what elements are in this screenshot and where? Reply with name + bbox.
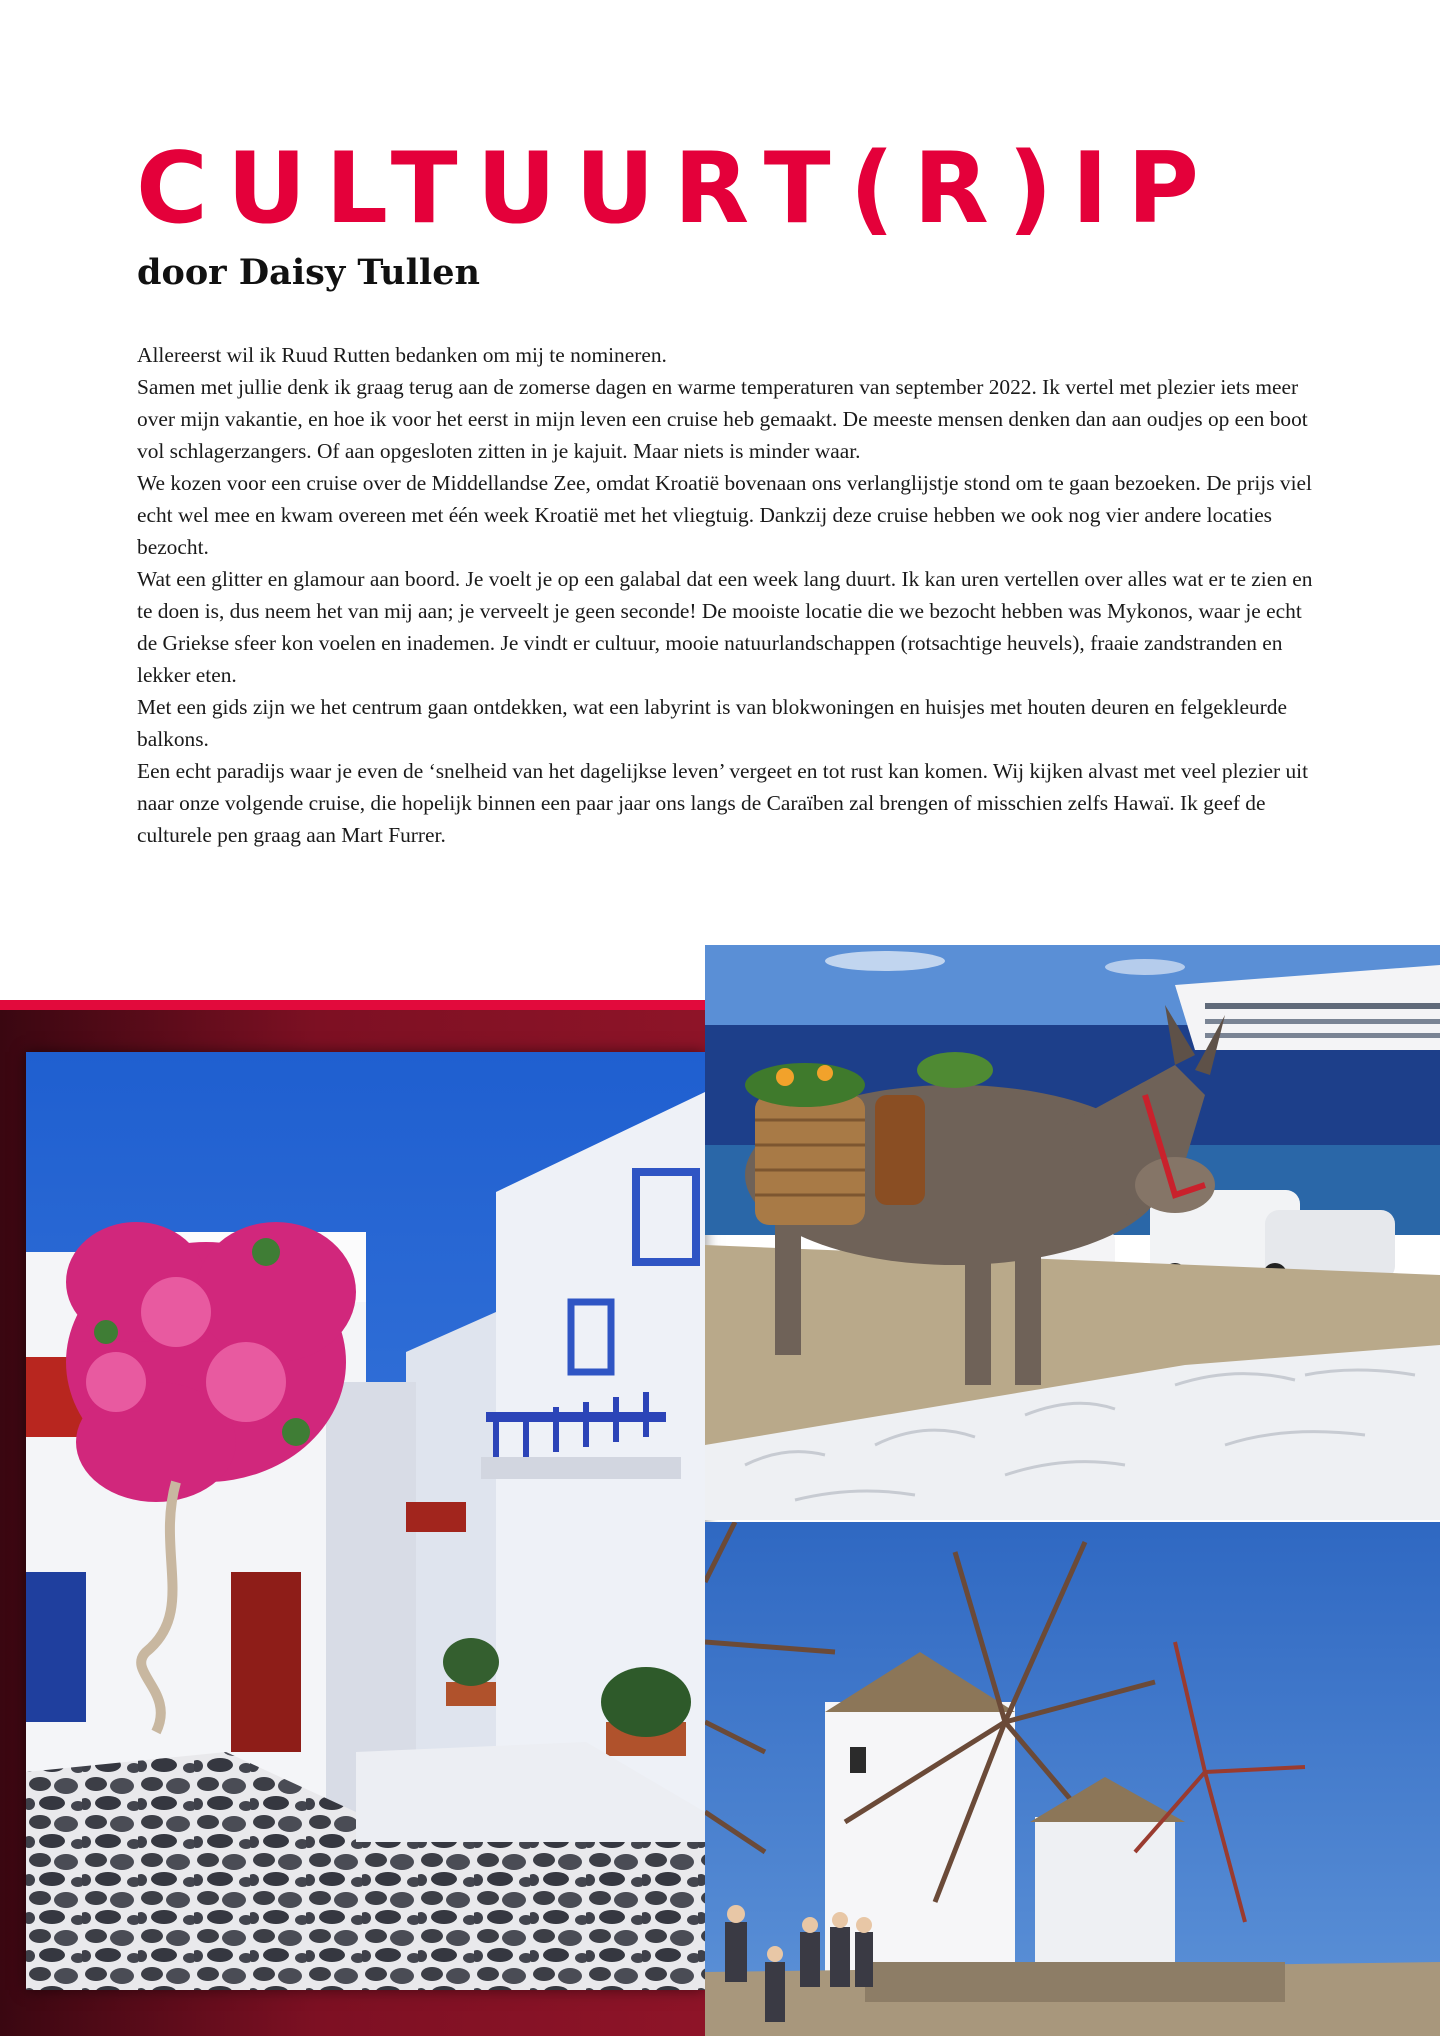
article-body	[137, 339, 1327, 851]
article-byline: door Daisy Tullen	[137, 252, 480, 293]
article-title: CULTUURT(R)IP	[136, 132, 1218, 246]
article-paragraph: Samen met jullie denk ik graag terug aan de zomerse dagen en warme temperaturen van september 2022. Ik vertel met plezier iets meer over mijn vakantie, en hoe ik voor het eerst in mijn leven een cruise heb gemaakt. De meeste mensen denken dan aan oudjes op een boot vol schlagerzangers. Of aan opgesloten zitten in je kajuit. Maar niets is minder waar.	[137, 375, 1308, 463]
red-photo-frame	[0, 1000, 705, 2036]
article-paragraph: Allereerst wil ik Ruud Rutten bedanken om mij te nomineren.	[137, 343, 667, 367]
article-paragraph: Met een gids zijn we het centrum gaan ontdekken, wat een labyrint is van blokwoningen en huisjes met houten deuren en felgekleurde balkons.	[137, 695, 1287, 751]
article-paragraph: Wat een glitter en glamour aan boord. Je voelt je op een galabal dat een week lang duurt. Ik kan uren vertellen over alles wat er te zien en te doen is, dus neem het van mij aan; je verveelt je geen seconde! De mooiste locatie die we bezocht hebben was Mykonos, waar je echt de Griekse sfeer kon voelen en inademen. Je vindt er cultuur, mooie natuurlandschappen (rotsachtige heuvels), fraaie zandstranden en lekker eten.	[137, 567, 1313, 687]
windmills-photo	[705, 1522, 1440, 2036]
article-paragraph: Een echt paradijs waar je even de ‘snelheid van het dagelijkse leven’ vergeet en tot rust kan komen. Wij kijken alvast met veel plezier uit naar onze volgende cruise, die hopelijk binnen een paar jaar ons langs de Caraïben zal brengen of misschien zelfs Hawaï. Ik geef de culturele pen graag aan Mart Furrer.	[137, 759, 1309, 847]
article-paragraph: We kozen voor een cruise over de Middellandse Zee, omdat Kroatië bovenaan ons verlanglijstje stond om te gaan bezoeken. De prijs viel echt wel mee en kwam overeen met één week Kroatië met het vliegtuig. Dankzij deze cruise hebben we ook nog vier andere locaties bezocht.	[137, 471, 1312, 559]
street-photo	[26, 1052, 705, 1990]
donkey-photo	[705, 945, 1440, 1520]
